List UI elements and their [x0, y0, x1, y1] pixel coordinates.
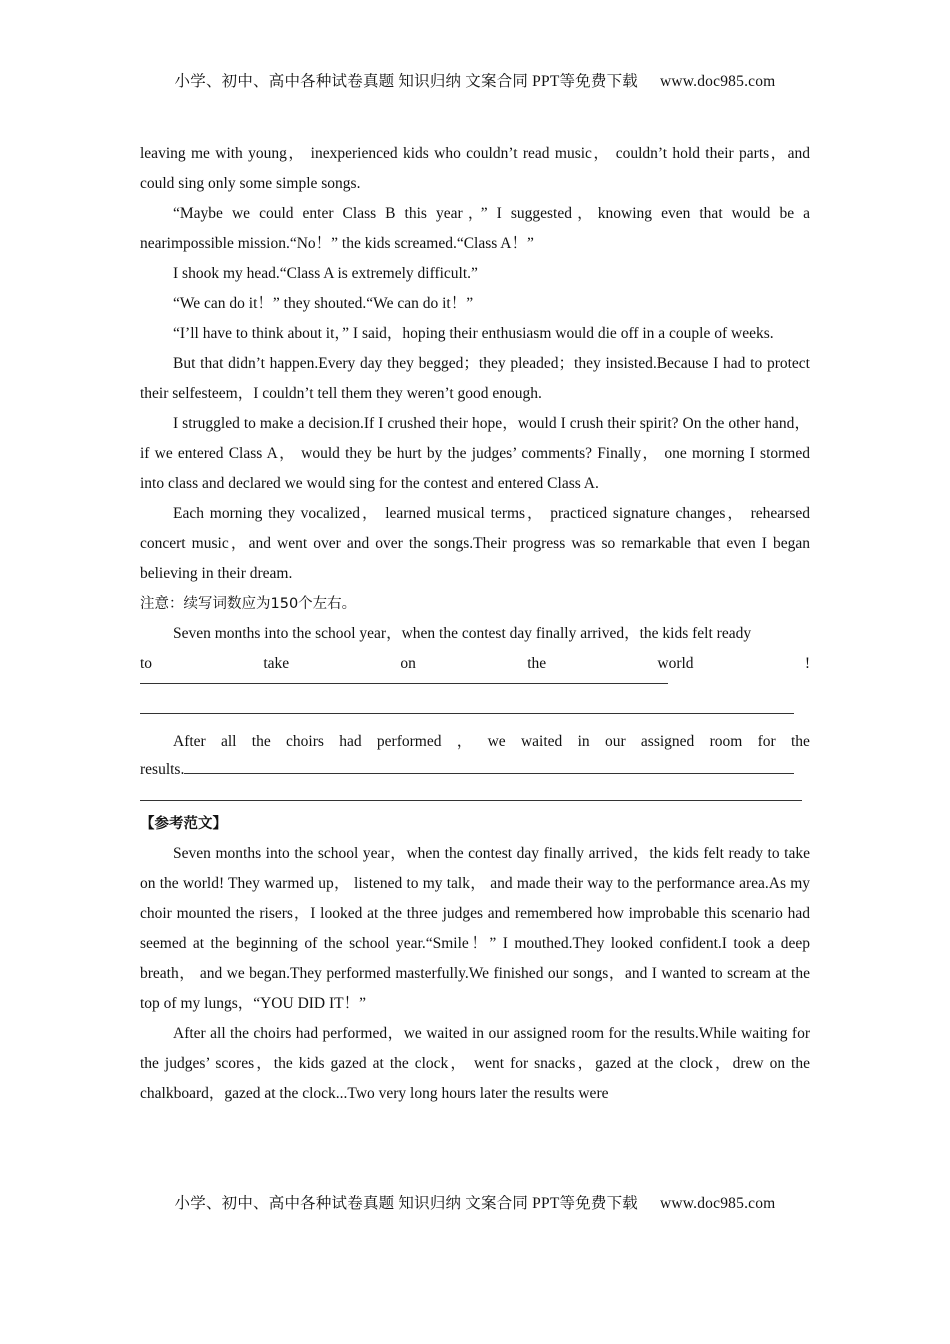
prompt-2-words	[140, 727, 810, 757]
passage-paragraph-4: “We can do it！” they shouted.“We can do it！”	[173, 295, 474, 312]
page-footer	[0, 1191, 950, 1213]
answer-line-1[interactable]	[140, 683, 668, 684]
passage-paragraph-6: But that didn’t happen.Every day they begged；they pleaded；they insisted.Because I had to protect their selfesteem，I couldn’t tell them they weren’t good enough.	[140, 355, 810, 402]
prompt-1-word: !	[804, 655, 810, 672]
passage-paragraph-2: “Maybe we could enter Class B this year，” I suggested，knowing even that would be a nearimpossible mission.“No！” the kids screamed.“Class A！”	[140, 205, 810, 252]
word-count-note: 注意：续写词数应为150个左右。	[140, 596, 357, 612]
answer-line-3[interactable]	[184, 759, 794, 774]
prompt-2-word: our	[604, 733, 626, 750]
prompt-1-word: take	[263, 655, 290, 672]
passage-paragraph-8: Each morning they vocalized， learned musical terms， practiced signature changes， rehearsed concert music，and went over and over the songs.Their progress was so remarkable that even I began believing in their dream.	[140, 505, 810, 582]
prompt-2-word: the	[251, 733, 271, 750]
prompt-2-word: in	[577, 733, 590, 750]
prompt-2-word: choirs	[286, 733, 324, 750]
document-body	[140, 139, 810, 1109]
passage-paragraph-1: leaving me with young， inexperienced kids who couldn’t read music， couldn’t hold their parts，and could sing only some simple songs.	[140, 145, 810, 192]
prompt-1-word: world	[657, 655, 694, 672]
answer-line-2[interactable]	[140, 713, 794, 714]
prompt-2-word: for	[757, 733, 776, 750]
prompt-1-line: Seven months into the school year，when the contest day finally arrived，the kids felt ready	[173, 625, 752, 642]
passage-paragraph-5: “I’ll have to think about it，” I said，hoping their enthusiasm would die off in a couple of weeks.	[173, 325, 774, 342]
prompt-1-word: the	[527, 655, 547, 672]
passage-paragraph-3: I shook my head.“Class A is extremely difficult.”	[173, 265, 478, 282]
prompt-2-line-2	[140, 757, 810, 783]
prompt-2-word: the	[790, 733, 810, 750]
prompt-2-word: performed	[376, 733, 442, 750]
prompt-2-word: had	[339, 733, 362, 750]
reference-paragraph-1: Seven months into the school year，when the contest day finally arrived，the kids felt ready to take on the world! They warmed up， listened to my talk， and made their way to the performance area.As my choir mounted the risers，I looked at the three judges and remembered how improbable this scenario had seemed at the beginning of the school year.“Smile！” I mouthed.They looked confident.I took a deep breath， and we began.They performed masterfully.We finished our songs，and I wanted to scream at the top of my lungs，“YOU DID IT！”	[140, 845, 810, 1012]
header-text: 小学、初中、高中各种试卷真题 知识归纳 文案合同 PPT等免费下载	[174, 73, 638, 90]
prompt-2-word: ，	[456, 733, 473, 750]
footer-site: www.doc985.com	[659, 1195, 776, 1212]
prompt-2-word: waited	[520, 733, 563, 750]
reference-paragraph-2: After all the choirs had performed，we waited in our assigned room for the results.While waiting for the judges’ scores，the kids gazed at the clock， went for snacks，gazed at the clock，drew on the chalkboard，gazed at the clock...Two very long hours later the results were	[140, 1025, 810, 1102]
footer-text: 小学、初中、高中各种试卷真题 知识归纳 文案合同 PPT等免费下载	[174, 1195, 638, 1212]
prompt-2-word: we	[487, 733, 506, 750]
prompt-2-results: results.	[140, 761, 185, 778]
passage-paragraph-7: I struggled to make a decision.If I crushed their hope，would I crush their spirit? On the other hand， if we entered Class A， would they be hurt by the judges’ comments? Finally， one morning I stormed into class and declared we would sing for the contest and entered Class A.	[140, 415, 810, 492]
reference-title: 【参考范文】	[140, 816, 227, 832]
header-site: www.doc985.com	[659, 73, 776, 90]
prompt-2-word: all	[221, 733, 237, 750]
prompt-2-word: room	[709, 733, 743, 750]
prompt-1-word: on	[400, 655, 416, 672]
prompt-2-word: After	[173, 733, 206, 750]
answer-line-4[interactable]	[140, 800, 802, 801]
prompt-2-word: assigned	[640, 733, 695, 750]
prompt-1-word: to	[140, 655, 153, 672]
page-header	[0, 69, 950, 91]
prompt-1-words	[140, 649, 810, 679]
